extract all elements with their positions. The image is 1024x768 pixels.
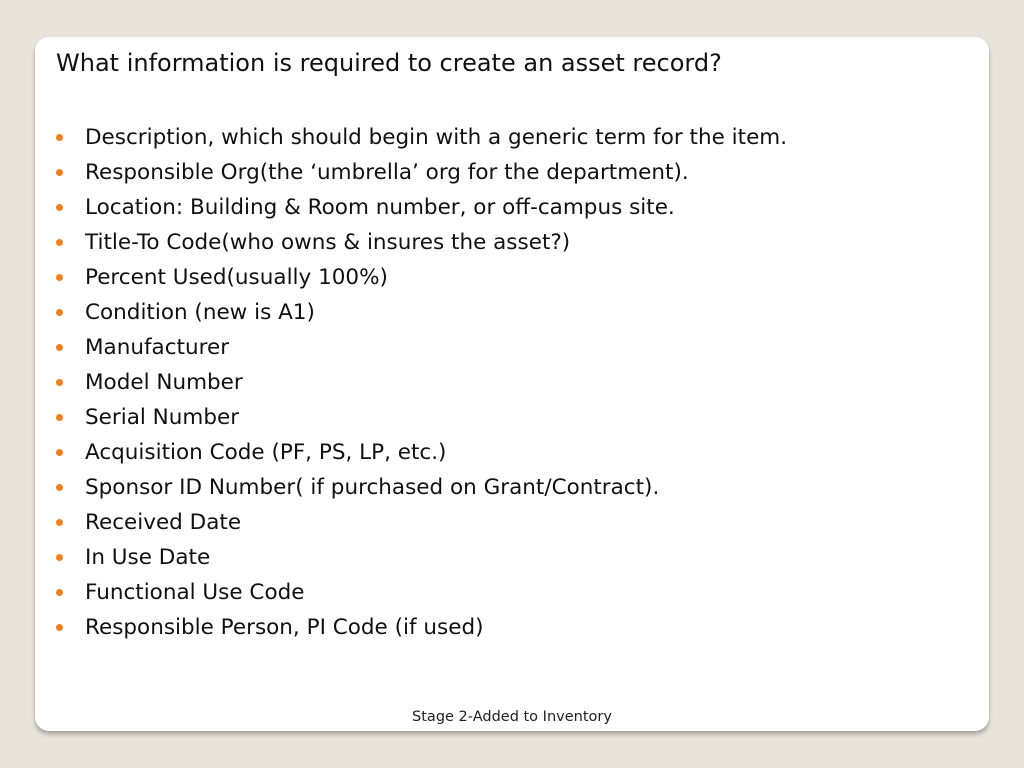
bullet-dot-icon bbox=[56, 624, 63, 631]
bullet-dot-icon bbox=[56, 554, 63, 561]
bullet-item bbox=[56, 155, 787, 190]
slide-card bbox=[35, 37, 989, 731]
bullet-dot-icon bbox=[56, 169, 63, 176]
bullet-item bbox=[56, 540, 787, 575]
bullet-item bbox=[56, 470, 787, 505]
bullet-item bbox=[56, 225, 787, 260]
bullet-dot-icon bbox=[56, 344, 63, 351]
bullet-list bbox=[56, 120, 787, 645]
bullet-dot-icon bbox=[56, 379, 63, 386]
bullet-item bbox=[56, 330, 787, 365]
bullet-item bbox=[56, 435, 787, 470]
bullet-dot-icon bbox=[56, 449, 63, 456]
bullet-item bbox=[56, 505, 787, 540]
bullet-dot-icon bbox=[56, 274, 63, 281]
bullet-text: In Use Date bbox=[85, 545, 211, 570]
bullet-dot-icon bbox=[56, 589, 63, 596]
bullet-text: Description, which should begin with a generic term for the item. bbox=[85, 125, 788, 150]
bullet-text: Received Date bbox=[85, 510, 242, 535]
bullet-dot-icon bbox=[56, 414, 63, 421]
bullet-item bbox=[56, 610, 787, 645]
bullet-dot-icon bbox=[56, 309, 63, 316]
bullet-text: Serial Number bbox=[85, 405, 240, 430]
bullet-item bbox=[56, 365, 787, 400]
bullet-text: Responsible Person, PI Code (if used) bbox=[85, 615, 484, 640]
bullet-text: Acquisition Code (PF, PS, LP, etc.) bbox=[85, 440, 447, 465]
bullet-text: Condition (new is A1) bbox=[85, 300, 315, 325]
bullet-text: Percent Used(usually 100%) bbox=[85, 265, 388, 290]
bullet-item bbox=[56, 400, 787, 435]
bullet-item bbox=[56, 295, 787, 330]
bullet-item bbox=[56, 120, 787, 155]
bullet-dot-icon bbox=[56, 134, 63, 141]
bullet-item bbox=[56, 260, 787, 295]
bullet-dot-icon bbox=[56, 239, 63, 246]
bullet-item bbox=[56, 190, 787, 225]
bullet-text: Title-To Code(who owns & insures the asset?) bbox=[85, 230, 571, 255]
bullet-text: Functional Use Code bbox=[85, 580, 305, 605]
bullet-text: Manufacturer bbox=[85, 335, 230, 360]
bullet-text: Model Number bbox=[85, 370, 243, 395]
bullet-dot-icon bbox=[56, 519, 63, 526]
bullet-text: Responsible Org(the ‘umbrella’ org for the department). bbox=[85, 160, 689, 185]
bullet-text: Sponsor ID Number( if purchased on Grant/Contract). bbox=[85, 475, 660, 500]
bullet-dot-icon bbox=[56, 204, 63, 211]
slide-title: What information is required to create an asset record? bbox=[56, 49, 722, 77]
bullet-dot-icon bbox=[56, 484, 63, 491]
bullet-text: Location: Building & Room number, or off-campus site. bbox=[85, 195, 675, 220]
bullet-item bbox=[56, 575, 787, 610]
slide-footer: Stage 2-Added to Inventory bbox=[412, 709, 612, 725]
